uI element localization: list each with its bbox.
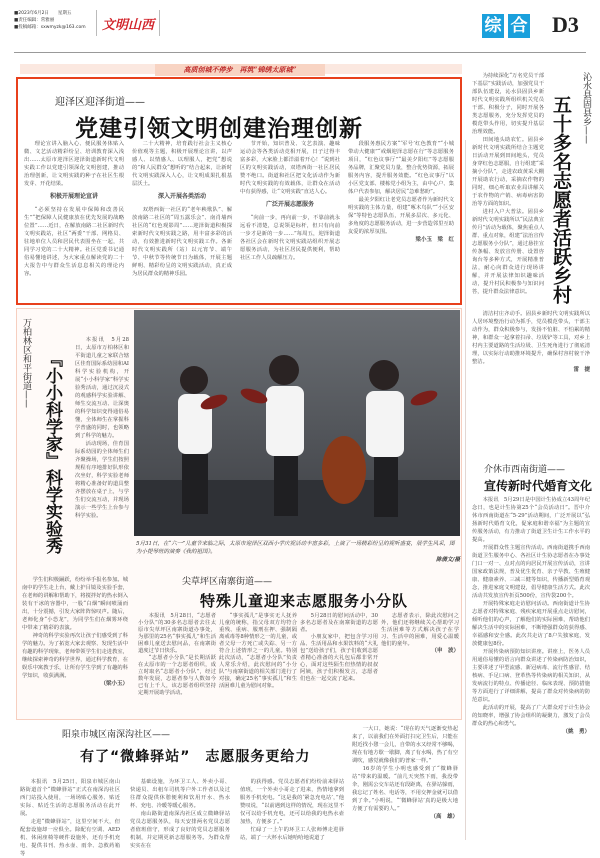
right-kicker: 沁水县固县乡—— [581,72,591,144]
middle-column: “事实孤儿”是事实无人抚养儿童的统称，指父母双方均符合重残、重病、服刑在押、强制隔离戒毒等8种情形之一的儿童，或者父母一方死亡或失踪、另一方符合上述情形之一的儿童。特别此次活动，“志愿者小分队”负责人常乐介绍，此次慰问的“小分队”与南寨街道的相关部门进行了对接，确定25名“事实孤儿”和生活困难儿童为慰问对象。 [219,613,297,689]
photo-children-violin-performance [134,310,460,536]
lead-headline: 党建引领文明创建治理创新 [75,116,363,142]
right-byline: 雷 捷 [573,367,590,373]
lead-subhead: 积极开展理论宣讲 [49,193,98,200]
photo-caption [136,540,460,564]
bottom-column: 本报讯 5月25日，阳泉市城区南山路街道首个“微蜂驿站”正式在南深沟社区西门站投入使用，一场场贴心服务、贴近实际、贴近生活的志愿服务活动在此开展。 走进“微蜂驿站”，这里空间不大，但配套设施却一应俱全。除配有空调、AED机、休闲座椅等硬件设施外，还有手机充电、提供书刊、热水壶、雨伞、急救药箱等 [20,779,120,857]
middle-byline: （申 波） [431,648,459,654]
right2-story-text: 本报讯 5月29日是中国计生协成立43周年纪念日，也是计生协第25个“会员活动日”。晋中介休市西南街道在“5·29”活动期间，广泛开展以“弘扬新时代婚育文化，促家庭和谐幸福”为主题的宣传服务活动，有力推动了街道卫生计生工作水平的提高。 开展群众性主题宣传活动。西南街道携手西南街道卫生服务中心、各社区计生协志愿者在办事处门口一对一、点对点的向居民开展宣传活动，宣讲国家政策法规，普及优生优育、亲子早教、生殖健康、健康素养、三减三健等知识，传播新型婚育观念，推进家庭文明建设，倡导健康生活方式。此次活动共发放宣传折页500份，宣传袋200个。 开展特殊家庭走访慰问活动。西南街道计生协志愿者对特殊家庭、残疾家庭开展重点走访慰问，倾听他们的心声，了解他们的实际困难，帮助他们解决生活中的实际困难，不断增强群众的获得感、幸福感和安全感。此次共走访了8户失独家庭，发放健康包8份。 开展传染病预防知识讲座。讲座上，医务人员用通俗易懂的语言向群众讲述了传染病防治知识，主要讲述了甲型流感、新冠病毒、流行性感冒、结核病、手足口病、登革热等传染病的相关知识，从发病流行的特点、传播途径、临床表现、预防措施等方面进行了详细讲解，提高了群众对传染病的防范意识。 此活动的开展，提高了广大群众对于计生协会的知晓率，增强了协会组织的凝聚力，激发了会员群众的热心和勇气。 （姚 勇） [472,497,590,735]
middle-column: 本报讯 5月28日，“志愿者小分队”的30多名志愿者去往太原市尖草坪区南寨街道办事处，为那里的25名“事实孤儿”和生活困难儿童送去慰问品，在南寨街道度过节日快乐。 “志愿者小分队”是长期活跃在太原市的一个志愿者组织，成立时取名“志愿者小分队”，经过数年发展，志愿者参与人数如今已有上千人，该志愿者组织坚持定期开展助学活动。 [138,613,216,696]
newspaper-logo: 文明山西 [96,10,160,36]
bottom-headline: 有了“微蜂驿站” 志愿服务更给力 [80,749,311,765]
right-story-text: 为持续深化“万名党员干部下基层”实践活动，加强党员干部队伍建设，沁水县固县乡新时代文明实践所组织机关党员干部、积极分子，同时开展各类志愿服务，充分发挥党员的模范带头作用，切实提升基层治理效能。 田间地头助农忙。固县乡新时代文明实践所结合主题党日活动开展到田间地头，党员身穿红色志愿服，自行组建“采摘小分队”，走进农政黄采大棚开展助农行动，采摘农作物的同时，细心听取农业局讲解关于农作物的产销、病毒病害防治等方面的知识。 进村入户大普法。固县乡新时代文明实践所以“民法典宣传月”活动为载体，聚焦重点人群、重点对象，组建“法治宣传志愿服务小分队”，通过悬挂宣传条幅、发放宣传册、设置咨询台等多种方式，开展精准普法，耐心向群众进行现场讲解，并开展法律知识趣味活动，提升村民积极参与知识问答，提升群众法律意识。 [472,73,544,295]
lead-column: 理论宣讲入脑入心、便民服务体贴入微、文艺活动精彩纷呈、培训教育深入浅出……太原市迎泽区迎泽街道新时代文明实践工作以党建引领深化文明创建，推动治理创新，让文明实践的种子在社区生根发芽、开花结果。 积极开展理论宣讲 “必须坚持在发展中保障和改善民生”“把保障人民健康放在优先发展的战略位置”……近日，在解放南路二社区新时代文明实践站，社区“两委”干部、网格员、驻地单位人员和居民代表围坐在一起，共同学习党的二十大精神。社区党委书记通俗易懂地讲述，为大家重点解读党的二十大报告中与群众生活息息相关的理论内容。 [24,141,124,277]
lead-byline: 梁小玉 梁 红 [415,237,454,243]
header-divider [14,52,586,53]
lead-subhead: 深入开展各类活动 [157,193,206,200]
middle-column: 5月28日的慰问活动中，30多名志愿者及在南寨街道的志愿者。 小朋友家中，把包含学习用品、生活用品和水果饮料的“大礼包”送给孩子们，孩子们收到志愿者精心准备的大礼包后都非常开心，面对这些陌生但热情的叔叔阿姨，孩子们积极发言，志愿者们也在一起交流了起来。 [300,613,378,682]
section-label-char: 合 [508,14,530,38]
bottom-column: 一大口，她说：“现在的天气逐渐变热起来了，以前我们在外面打扫完卫生后，只能在附近找小憩一会儿，自带的水又经常不够喝，现在有地方歇一歇脚，离了有水喝，热了有空调吹，感觉就像我们的普家一样。” 16岁的学生小明也感受到了“微蜂驿站”带来的温暖。“前几天突然下雨，我没带伞，刚需公交车站还有段距离，在驿站躲雨，我忘记了姓名、电话等，不用交押金就可以借到了伞。”小明说，“‘微蜂驿站’真的是极大地方便了有需要的人。” （高 雄） [352,726,458,820]
campaign-banner: 高质创城不停步 再筑“锦绣太原城” [155,64,325,76]
caption-text: 5月31日，在“六一”儿童节来临之际，太原市迎泽区双西小学庆祝活动丰富多彩，上演了一场精彩纷呈的视听盛宴，展学生风采，图为小提琴班的演奏《我的祖国》。 [136,541,455,555]
bottom-column: 基础设施，为环卫工人、外卖小哥、快递员、出租车司机等户外工作者以及过往群众提供休憩便利和饮用开水、热水杯、充电、冷暖等暖心服务。 南山路街道南深沟社区成立微蜂驿站党员志愿服务队，每天安排两名党员志愿者值班值守，形成了良好的党员志愿服务机制，并定期更新志愿服务等。为群众帮实实在在 [130,779,230,849]
bottom-kicker: 阳泉市城区南深沟社区—— [62,730,171,740]
left-headline: 『小小科学家』科学实验秀 [42,350,62,554]
middle-kicker: 尖草坪区南寨街道—— [182,577,273,587]
middle-headline: 特殊儿童迎来志愿服务小分队 [200,592,409,610]
middle-column: 志愿者表示，除此次慰问之外，他们还将继续关心帮助学习生活困难等方式解决孩子在学习、生活中的困难，用爱心温暖他们的童年。 （申 波） [381,613,459,654]
right2-kicker: 介休市西南街道—— [484,465,566,475]
right-headline: 五十多名志愿者活跃乡村 [550,95,572,304]
section-label-char: 综 [482,14,504,38]
issue-email: ■投稿邮箱：sxwmyzk@163.com [14,25,86,30]
photo-credit: 陈倩文/摄 [435,557,460,563]
column-divider [465,140,466,840]
left-kicker: 万柏林区和平街道—— [21,318,31,408]
left-story-text: 学生们积极踊跃，纷纷举手报名参加。城南中的学生走上台，戴上护目镜及实验手套，在老师的讲解和帮助下，将搅拌好的热水倒入装有干冰的容器中，一股“白烟”瞬间喷涌而出，十分震撼，引发大家阵阵惊叹声。随后，老师化身“小恐龙”，为同学生们在烟雾环绕中带来了精彩的表演。 神奇的科学实验再次让孩子们感受到了科学的魅力。为了拓宽大家去观察、发现生活中有趣的科学现象，老师带领学生们走进教室，继续探索神奇的科学世界，通过科学教育，在娱乐中寓教于乐，让所有学生学到了有趣的科学知识，收获满满。 （梁小玉） [22,577,128,687]
lead-column: 节开始，知识普及、文艺表演、趣味运动会等各类活动竞相开展，日子过得丰富多彩，大家脸上都洋溢着开心！“说到社区的文明实践活动，双塔西街一社区居民赞不绝口。街道和社区把文化活动作为新时代文明实践的有效载体，让群众在活动中有获得感，让“文明实践”直达人心。 广泛开展志愿服务 “向前一步，再向前一步，不靠前就永远看不清楚，总说领是标杆，但只有向前一步才是新的一步……”每周五，迎泽街道各社区会在新时代文明实践站组织开展志愿服务活动，为社区居民提供便利，帮助社区工作人员疏解压力。 [240,141,340,261]
page-number: D3 [552,12,579,37]
bottom-byline: （高 雄） [430,814,458,820]
left-story-text: 本报讯 5月28日，太原市万柏林区和平街道儿童之家联合辖区佳育国际系幼园和AI科学实验机构，开展“小小科学家”科学实验秀活动，通过沉浸式的观感科学实验讲解、师生交流互动、让深奥的科学知识变得通俗易懂，全体师生在掌握科学普盛的同时，也领略到了科学的魅力。 活动现场，佳育国际系幼园的全体师生们齐聚操场，学生们按照规程有序地排好队形依次坐好，科学实验老师将精心准备好的道具整齐摆放在桌子上，与学生们交流互动，并现场演示一些学生上台参与科学实验。 [75,337,129,519]
left-byline: （梁小玉） [100,681,128,687]
issue-date: ■2023年6月2日 星期五 [14,11,72,16]
lead-kicker: 迎泽区迎泽街道—— [55,97,145,108]
lead-subhead: 广泛开展志愿服务 [265,201,314,208]
issue-meta [14,10,86,31]
lead-column: 段服务惠民方案“‘军号’红色教育”“小城带动大健康”“戒烟迎泽志愿在行”等志愿服务项目，“红色议事厅”“最美夕阳红”等志愿服务品牌，汇聚党员力量，整合优势资源，拓展服务内容，提升服务效能。“红色议事厅”以小区党支部、楼栋党小组为主，由中心户、集体户代表参加，解决居民“急难愁盼”。 最美夕阳红让老党员志愿者作为新时代文明实践的主体力量，组建“啄木鸟队”“小区安保”等特色志愿队伍，开展多层次、多元化、多角度的志愿服务活动，进一步营造邻里互助友爱的浓厚氛围。 梁小玉 梁 红 [348,141,454,243]
bottom-column: 的获得感。党员志愿者们纷纷前来驿站值班，一个外卖小哥走了进来，热情地拿到服务手机充电。“这是我的‘紧急充电站’，”他赞叹说，“以前遇到这样的情况，现在这里不仅可以给手机充电，还可以给我的电热水壶加热，方便多了。” 忙碌了一上午的环卫工人张师傅走进驿站，端了一大杯水后她哈哈地说道了 [240,779,344,841]
right2-headline: 宣传新时代婚育文化 [484,479,593,493]
right-story-text: 清洁村庄齐动手。固县乡新时代文明实践所以人居环境整治行动为抓手，党员模范带头，干部主动作为，群众积极参与，发扬不怕脏、不怕累的精神，和群众一起拿着扫帚、垃圾铲等工具，对乡上村内主要道路的生活垃圾、卫生死角进行了彻底清理，以实际行动助推环境提升，确保村容村貌干净整洁。 雷 捷 [472,311,590,373]
right2-byline: （姚 勇） [562,729,590,735]
issue-editor: ■责任编辑：常雅丽 [14,18,55,23]
lead-column: 二十大精神，培育践行社会主义核心价值观等主题，积极开展理论宣讲，以声感人、以情感人、以理服人，把党“想说的”和人民群众“想听的”结合起来，让新时代文明实践深入人心，让文明成果扎根基层沃土。 深入开展各类活动 双塔西街一社区的“老年秧歌队”、解放南路二社区的“周五露乐会”、南肖墙西社区的“红色观影周”……迎泽街道积极探索新时代文明实践之路，用丰富多彩的活动，有效推进新时代文明实践工作。各新时代文明实践所（站）以元宵节、端午节、中秋节等传统节日为载体，开展主题鲜明、精彩纷呈的文明实践活动，真正成为居民群众的精神乐园。 [132,141,232,277]
